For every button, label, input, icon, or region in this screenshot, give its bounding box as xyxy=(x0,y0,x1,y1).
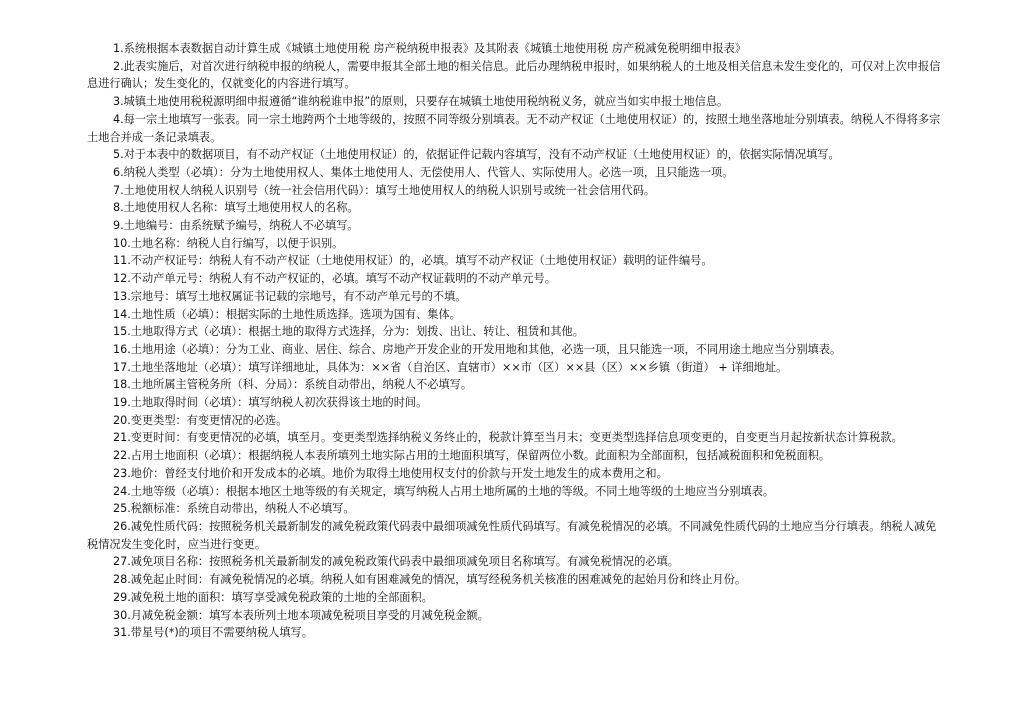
instruction-13: 13.宗地号：填写土地权属证书记载的宗地号，有不动产单元号的不填。 xyxy=(113,289,467,303)
instructions-document xyxy=(87,40,947,642)
instruction-24: 24.土地等级（必填）：根据本地区土地等级的有关规定，填写纳税人占用土地所属的土地的等级。不同土地等级的土地应当分别填表。 xyxy=(113,484,775,498)
instruction-21: 21.变更时间：有变更情况的必填，填至月。变更类型选择纳税义务终止的，税款计算至当月末；变更类型选择信息项变更的，自变更当月起按新状态计算税款。 xyxy=(113,431,903,445)
instruction-25: 25.税额标准：系统自动带出，纳税人不必填写。 xyxy=(113,502,355,516)
instruction-15: 15.土地取得方式（必填）：根据土地的取得方式选择，分为：划拨、出让、转让、租赁和其他。 xyxy=(113,325,584,339)
instruction-3: 3.城镇土地使用税税源明细申报遵循“谁纳税谁申报”的原则，只要存在城镇土地使用税纳税义务，就应当如实申报土地信息。 xyxy=(113,95,729,109)
instruction-6: 6.纳税人类型（必填）：分为土地使用权人、集体土地使用人、无偿使用人、代管人、实际使用人。必选一项，且只能选一项。 xyxy=(113,165,734,179)
instruction-4: 4.每一宗土地填写一张表。同一宗土地跨两个土地等级的，按照不同等级分别填表。无不动产权证（土地使用权证）的，按照土地坐落地址分别填表。纳税人不得将多宗土地合并成一条记录填表。 xyxy=(87,112,941,144)
instruction-16: 16.土地用途（必填）：分为工业、商业、居住、综合、房地产开发企业的开发用地和其他，必选一项，且只能选一项，不同用途土地应当分别填表。 xyxy=(113,342,842,356)
instruction-7: 7.土地使用权人纳税人识别号（统一社会信用代码）：填写土地使用权人的纳税人识别号或统一社会信用代码。 xyxy=(113,183,656,197)
instruction-26: 26.减免性质代码：按照税务机关最新制发的减免税政策代码表中最细项减免性质代码填写。有减免税情况的必填。不同减免性质代码的土地应当分行填表。纳税人减免税情况发生变化时，应当进行变更。 xyxy=(87,519,937,551)
instruction-14: 14.土地性质（必填）：根据实际的土地性质选择。选项为国有、集体。 xyxy=(113,307,461,321)
instruction-5: 5.对于本表中的数据项目，有不动产权证（土地使用权证）的，依据证件记载内容填写，没有不动产权证（土地使用权证）的，依据实际情况填写。 xyxy=(113,148,840,162)
instruction-29: 29.减免税土地的面积：填写享受减免税政策的土地的全部面积。 xyxy=(113,590,433,604)
instruction-18: 18.土地所属主管税务所（科、分局）：系统自动带出，纳税人不必填写。 xyxy=(113,378,473,392)
instruction-11: 11.不动产权证号：纳税人有不动产权证（土地使用权证）的，必填。填写不动产权证（土地使用权证）载明的证件编号。 xyxy=(113,254,713,268)
instruction-2: 2.此表实施后，对首次进行纳税申报的纳税人，需要申报其全部土地的相关信息。此后办理纳税申报时，如果纳税人的土地及相关信息未发生变化的，可仅对上次申报信息进行确认；发生变化的，仅就变化的内容进行填写。 xyxy=(87,59,941,91)
instruction-30: 30.月减免税金额：填写本表所列土地本项减免税项目享受的月减免税金额。 xyxy=(113,608,489,622)
instruction-20: 20.变更类型：有变更情况的必选。 xyxy=(113,413,288,427)
instruction-19: 19.土地取得时间（必填）：填写纳税人初次获得该土地的时间。 xyxy=(113,396,428,410)
instruction-23: 23.地价：曾经支付地价和开发成本的必填。地价为取得土地使用权支付的价款与开发土地发生的成本费用之和。 xyxy=(113,466,668,480)
instruction-10: 10.土地名称：纳税人自行编写，以便于识别。 xyxy=(113,236,344,250)
instruction-17: 17.土地坐落地址（必填）：填写详细地址，具体为：××省（自治区、直辖市）××市（区）××县（区）××乡镇（街道） + 详细地址。 xyxy=(113,360,788,374)
instruction-28: 28.减免起止时间：有减免税情况的必填。纳税人如有困难减免的情况，填写经税务机关核准的困难减免的起始月份和终止月份。 xyxy=(113,573,747,587)
instruction-27: 27.减免项目名称：按照税务机关最新制发的减免税政策代码表中最细项减免项目名称填写。有减免税情况的必填。 xyxy=(113,555,679,569)
instruction-1: 1.系统根据本表数据自动计算生成《城镇土地使用税 房产税纳税申报表》及其附表《城镇土地使用税 房产税减免税明细申报表》 xyxy=(113,42,747,55)
instruction-22: 22.占用土地面积（必填）：根据纳税人本表所填列土地实际占用的土地面积填写，保留两位小数。此面积为全部面积，包括减税面积和免税面积。 xyxy=(113,449,831,463)
instruction-31: 31.带星号(*)的项目不需要纳税人填写。 xyxy=(113,626,313,640)
instruction-12: 12.不动产单元号：纳税人有不动产权证的，必填。填写不动产权证载明的不动产单元号。 xyxy=(113,272,556,286)
instruction-9: 9.土地编号：由系统赋予编号，纳税人不必填写。 xyxy=(113,219,359,233)
instruction-8: 8.土地使用权人名称：填写土地使用权人的名称。 xyxy=(113,201,359,215)
